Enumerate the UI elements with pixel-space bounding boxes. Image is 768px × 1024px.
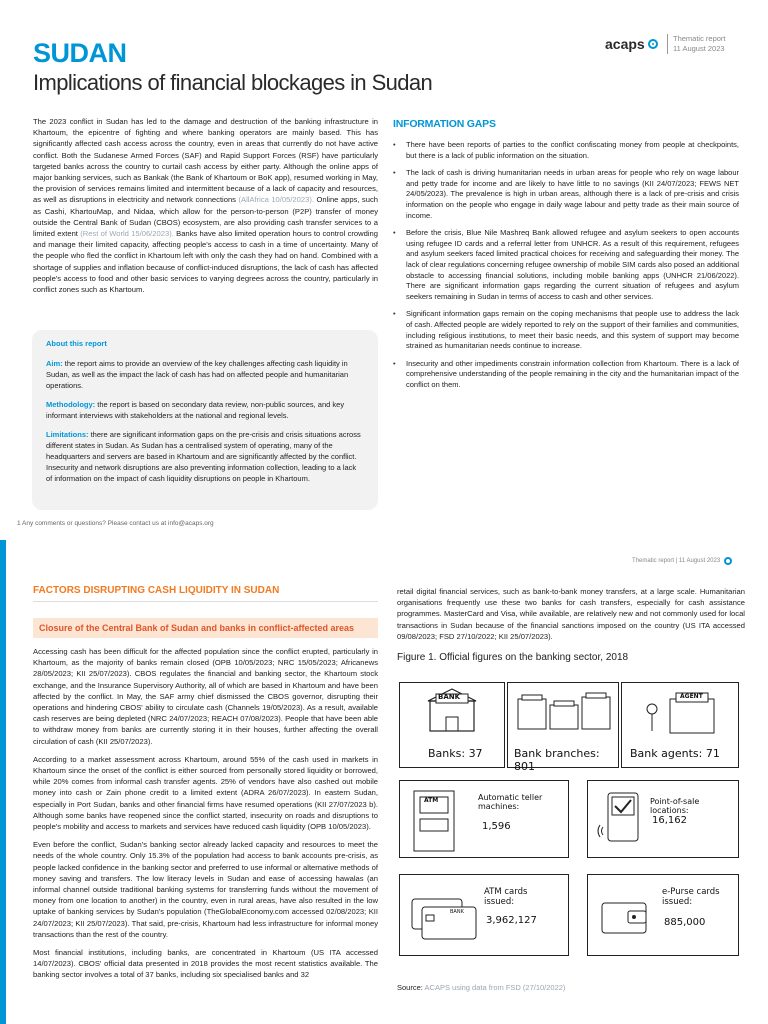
atm-cards-label: ATM cards issued: [484, 887, 528, 907]
divider [33, 601, 378, 602]
about-report-box [32, 330, 378, 510]
bank-cards-icon [408, 891, 480, 951]
wallet-icon [598, 889, 658, 949]
footnote: 1 Any comments or questions? Please contact us at info@acaps.org [17, 520, 214, 527]
intro-text [33, 116, 378, 295]
branches-box [507, 682, 619, 773]
right-paragraph: retail digital financial services, such as bank-to-bank money transfers, at a large scale. Humanitarian organisations frequently use these two banks for cash transfers, especially for cash assistance programmes. MasterCard and Visa, while available, are relatively new and not commonly used for local transactions in Sudan because of the financial sanctions imposed on the country (US ITA accessed 09/08/2023; FSD 27/10/2022; KII 25/07/2023). [397, 587, 745, 641]
list-item: • There have been reports of parties to the conflict confiscating money from people at checkpoints, but there is a lack of public information on the situation. [392, 140, 739, 161]
subsection-heading: Closure of the Central Bank of Sudan and banks in conflict-affected areas [33, 618, 378, 638]
atm-label: Automatic teller machines: [478, 793, 543, 811]
aim-label: Aim: [46, 359, 63, 368]
intro-p1-source[interactable]: (AllAfrica 10/05/2023). [238, 195, 314, 205]
location-pin-icon [648, 39, 658, 49]
intro-p2-source[interactable]: (Rest of World 15/06/2023). [80, 229, 174, 239]
card-text: BANK [450, 909, 464, 915]
intro-p3: Banks have also limited operation hours to control crowding and manage their limited capacity, affecting people's access to cash in a time of uncertainty. Many of the people who fled the conflict in Khartoum left with only the cash they had on hand. Combined with a shortage of supplies and inflation because of conflict-induced disruptions, the lack of cash has affected people's access to food and other basic services to varying degrees across the country, particularly in conflict zones such as Khartoum. [33, 229, 378, 295]
atm-box [399, 780, 569, 858]
acaps-logo[interactable] [605, 36, 658, 52]
pos-box [587, 780, 739, 858]
epurse-label: e-Purse cards issued: [662, 887, 720, 907]
banking-figure [397, 680, 745, 968]
pos-value: 16,162 [652, 815, 687, 826]
report-meta [667, 34, 726, 54]
about-methodology [46, 399, 364, 421]
about-limitations [46, 429, 364, 484]
page2-left-column [33, 646, 378, 981]
banks-box [399, 682, 505, 768]
atm-value: 1,596 [482, 821, 511, 832]
epurse-value: 885,000 [664, 917, 706, 928]
section-heading: FACTORS DISRUPTING CASH LIQUIDITY IN SUDAN [33, 585, 280, 596]
source-label: Source: [397, 983, 423, 992]
list-item: • The lack of cash is driving humanitarian needs in urban areas for people who rely on wage labour and petty trade for income and are likely to have little to no savings (KII 24/07/2023; FEWS NET 24/05/2023). The prevalence is high in urban areas, although there is a lack of pre-crisis and crisis information on the people who engage in daily wage labour and petty trade as their main source of income. [392, 168, 739, 221]
source-text[interactable]: ACAPS using data from FSD (27/10/2022) [424, 983, 566, 992]
report-type: Thematic report [673, 34, 726, 43]
bank-sign: BANK [438, 693, 461, 701]
info-gaps-heading: INFORMATION GAPS [393, 118, 496, 130]
atm-machine-icon [408, 785, 468, 855]
list-item: • Significant information gaps remain on the coping mechanisms that people use to address the lack of cash. Affected people are widely reported to rely on the support of their families and communities, including religious institutions, to meet their basic needs, and this system of support may become strained as humanitarian needs continue to increase. [392, 309, 739, 351]
logo-text: acaps [605, 36, 645, 52]
list-item: • Before the crisis, Blue Nile Mashreq Bank allowed refugee and asylum seekers to open accounts using refugee ID cards and a referral letter from UNHCR. As a result of this requirement, refugees and asylum seekers faced limited practical choices for receiving and safeguarding their money. The lack of clear regulations concerning refugee ownership of mobile SIM cards also posed an additional obstacle to accessing financial solutions, including mobile banking apps (UNHCR 21/06/2022). There are significant information gaps regarding the current situation of refugees and asylum seekers remaining in Sudan in terms of access to cash and other services. [392, 228, 739, 302]
paragraph: According to a market assessment across Khartoum, around 55% of the cash used in markets in Khartoum since the onset of the conflict is either sourced from personally stored liquidity or borrowed, while 20% comes from informal cash transfer agents. 25% of vendors have also cashed out mobile money into cash or Zain phone credit to a limited extent (ADRA 26/07/2023). In eastern Sudan, especially in Port Sudan, banks and other financial firms have resumed operations (KII 27/07/2023 b). Although some banks have reopened since the conflict started, insecurity on roads and disruptions to people's mobility and access to markets and services have reduced cash liquidity (OPB 10/05/2023). [33, 754, 378, 832]
page2-header-text: Thematic report | 11 August 2023 [632, 558, 721, 564]
report-date: 11 August 2023 [673, 44, 725, 53]
page-divider [0, 540, 6, 1024]
pos-label: Point-of-sale locations: [650, 797, 700, 815]
atm-cards-value: 3,962,127 [486, 915, 537, 926]
about-heading: About this report [46, 339, 107, 348]
about-aim [46, 358, 364, 391]
aim-text: the report aims to provide an overview of the key challenges affecting cash liquidity in Sudan, as well as the impact the lack of cash has had on affected people and humanitarian operations. [46, 359, 349, 390]
agent-sign: AGENT [680, 693, 703, 700]
limitations-text: there are significant information gaps on the pre-crisis and crisis situations across different states in Sudan. As Sudan has a centralised system of operating, many of the headquarters and servers are based in Khartoum and are significantly affected by the conflict. Insecurity and network disruptions are also preventing information collection, leading to a lack of information on the impact of cash liquidity disruptions on people in Khartoum. [46, 430, 361, 483]
report-title: Implications of financial blockages in Sudan [33, 70, 433, 95]
limitations-label: Limitations: [46, 430, 89, 439]
country-title: SUDAN [33, 38, 127, 68]
branches-count: Bank branches: 801 [514, 747, 600, 773]
atm-sign: ATM [424, 797, 439, 804]
agents-count: Bank agents: 71 [630, 747, 720, 760]
atm-cards-box [399, 874, 569, 956]
figure-title: Figure 1. Official figures on the banking sector, 2018 [397, 652, 629, 663]
paragraph: Accessing cash has been difficult for the affected population since the conflict erupted, particularly in Khartoum, as the majority of banks remain closed (OPB 10/05/2023; NRC 15/05/2023; Africanews 28/05/2023; KII 25/07/2023). CBOS regulates the financial and banking sector, the Khartoum stock exchange, and the Insurance Supervisory Authority, all of which are based in Khartoum and have been affected by the conflict. In May, the SAF army chief dismissed the CBOS governor, disrupting their operations and hindering CBOS' ability to circulate cash (Channels 19/05/2023). As a result, available cash reserves are being depleted (NRC 24/07/2023; REACH 07/08/2023). People that have been able to withdraw money from banks are currently storing it in their houses, further affecting the overall circulation of cash (KII 25/07/2023). [33, 647, 378, 746]
paragraph: Most financial institutions, including banks, are concentrated in Khartoum (US ITA accessed 14/07/2023). CBOS' official data presented in 2018 provides the most recent statistics available. The banking sector involves a total of 37 banks, including six specialised banks and 32 [33, 948, 378, 980]
pos-terminal-icon [594, 785, 654, 855]
list-item: • Insecurity and other impediments constrain information collection from Khartoum. There is a lack of comprehensive understanding of the people remaining in the city and the humanitarian impact of the conflict on them. [392, 359, 739, 391]
banks-count: Banks: 37 [428, 747, 483, 760]
epurse-box [587, 874, 739, 956]
methodology-label: Methodology: [46, 400, 96, 409]
intro-p2: Online apps, such as Cashi, KhartouMap, and Nidaa, which allow for the person-to-person (P2P) transfer of money outside the Central Bank of Sudan (CBOS) ecosystem, are also providing cash transfer services to a limited extent [33, 195, 378, 239]
agents-box [621, 682, 739, 768]
branches-icon [508, 685, 618, 745]
intro-p1: The 2023 conflict in Sudan has led to the damage and destruction of the banking infrastructure in Khartoum, the epicentre of fighting and where banking operators are mainly based. This has significantly affected cash access across the country, even in areas that currently do not have active conflict. Both the Sudanese Armed Forces (SAF) and Rapid Support Forces (RSF) have particularly targeted banks across the country to curtail cash access by either party. Although the online apps of major banking services, such as Bankak (the Bank of Khartoum or BoK app), resumed working in May, the provision of services remains limited and intermittent because of a lack of capacity and resources, as well as disruptions in electricity and network connections [33, 117, 378, 205]
figure-source [397, 983, 565, 992]
info-gaps-list [392, 140, 739, 397]
paragraph: Even before the conflict, Sudan's banking sector already lacked capacity and resources to meet the needs of the whole country. Only 15.3% of the population had access to bank accounts pre-crisis, as people lacked confidence in the banking sector and preferred to use informal or alternative methods of money saving and transfers. The low literacy levels in Sudan and ease of accessing hawalas (an informal channel outside traditional banking systems for transferring funds without the movement of money from one location to another) in the country, even in rural areas, have also resulted in the low uptake of banking services by Sudan's population (TheGlobalEconomy.com accessed 02/08/2023; KII 24/07/2023; KII 25/07/2023). That said, pre-crisis, Khartoum had less infrastructure for informal money transactions than the rest of the country. [33, 840, 378, 939]
page2-header [632, 557, 732, 565]
methodology-text: the report is based on secondary data review, non-public sources, and key informant interviews with stakeholders at the national and regional levels. [46, 400, 345, 420]
location-pin-icon [724, 557, 732, 565]
